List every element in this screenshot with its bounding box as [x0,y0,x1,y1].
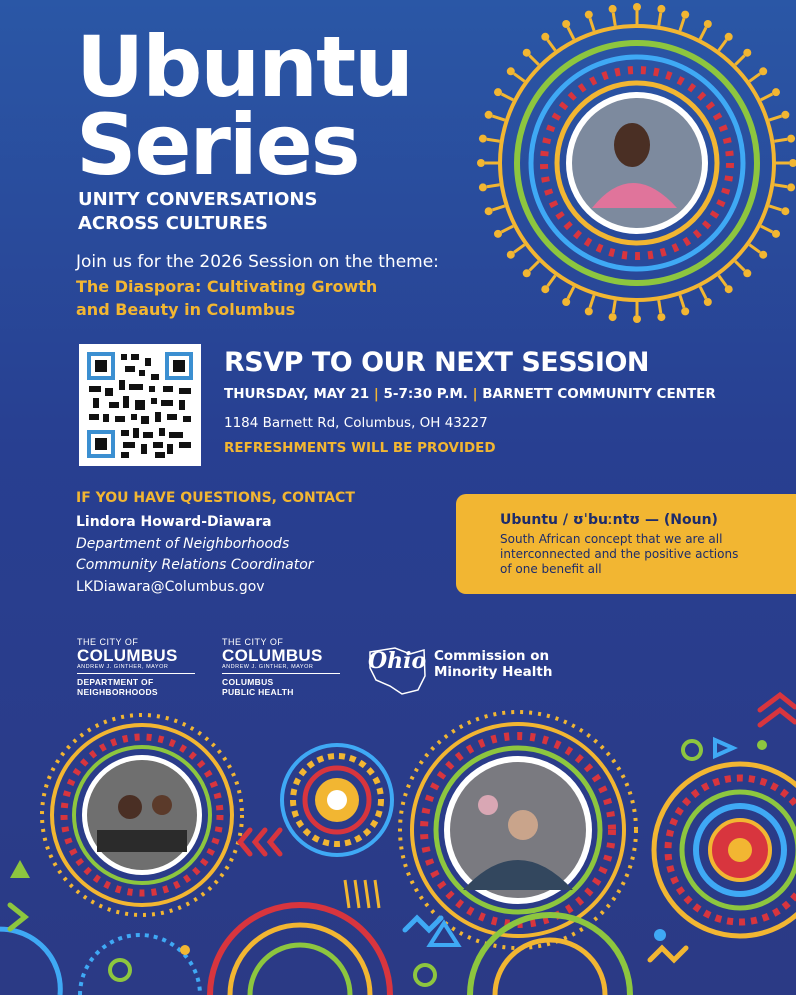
subtitle-line-1: UNITY CONVERSATIONS [78,189,318,210]
title-line-2: Series [76,96,359,194]
medallion-ray [680,295,684,307]
medallion-ray-dot [657,5,665,13]
middle-medallion [282,745,392,855]
medallion-ray-dot [479,135,487,143]
rsvp-heading: RSVP TO OUR NEXT SESSION [224,347,649,378]
qr-code-icon [79,344,201,466]
medallion-ray [719,40,727,51]
logo-divider [222,673,340,674]
bottom-left-medallion [42,715,242,915]
medallion-ray-dot [657,313,665,321]
medallion-ray-dot [704,298,712,306]
logo-dept-line-2: PUBLIC HEALTH [222,687,294,697]
medallion-ray-dot [562,298,570,306]
logo-divider [77,673,195,674]
medallion-ray-dot [759,251,767,259]
theme-line-1: The Diaspora: Cultivating Growth [76,277,378,296]
medallion-ray [735,261,744,270]
contact-department: Department of Neighborhoods [76,536,290,552]
logo-dept-line-2: NEIGHBORHOODS [77,687,158,697]
medallion-ray-dot [743,49,751,57]
ohio-script-logo: Ohio [368,648,427,674]
medallion-ray-dot [494,88,502,96]
logo-dept-line-1: DEPARTMENT OF [77,677,154,687]
medallion-ray [769,206,781,210]
medallion-ray-dot [477,159,485,167]
medallion-ray-dot [485,207,493,215]
medallion-ray-dot [789,159,796,167]
medallion-ray [487,139,500,141]
medallion-ray [761,94,773,100]
theme-line-2: and Beauty in Columbus [76,300,296,319]
medallion-ray [769,116,781,120]
medallion-ray [590,18,594,30]
medallion-ray-dot [633,315,641,323]
medallion-ray [761,226,773,232]
medallion-ray [700,28,706,40]
medallion-ray-dot [681,11,689,19]
rsvp-qr-code[interactable] [79,344,201,466]
medallion-ray [735,56,744,65]
medallion-ray-dot [725,33,733,41]
medallion-ray-dot [787,135,795,143]
medallion-ray [568,287,574,299]
separator: | [373,386,379,402]
medallion-ray [530,56,539,65]
medallion-ray [659,300,661,313]
medallion-ray [502,226,514,232]
medallion-ray [568,28,574,40]
medallion-ray-dot [725,285,733,293]
minority-health-commission-logo [434,648,552,680]
medallion-ray [680,18,684,30]
definition-text: South African concept that we are all interconnected and the positive actions of one benefit all [500,532,739,576]
contact-name: Lindora Howard-Diawara [76,514,272,530]
medallion-ray [492,116,504,120]
medallion-ray-dot [743,269,751,277]
subtitle [78,188,378,236]
medallion-ray [613,13,615,26]
separator: | [472,386,478,402]
event-location: BARNETT COMMUNITY CENTER [482,386,716,402]
top-medallion [477,3,796,323]
medallion-ray-dot [541,33,549,41]
medallion-ray-dot [507,251,515,259]
commission-line-1: Commission on [434,648,550,664]
subtitle-line-2: ACROSS CULTURES [78,213,269,234]
medallion-ray-dot [609,313,617,321]
session-theme [76,275,456,321]
medallion-ray [548,40,556,51]
medallion-ray [659,13,661,26]
logo-columbus: COLUMBUS [222,646,323,665]
medallion-ray [590,295,594,307]
refreshments-note: REFRESHMENTS WILL BE PROVIDED [224,440,496,456]
medallion-ray-dot [479,183,487,191]
medallion-ray-dot [787,183,795,191]
medallion-ray-dot [585,11,593,19]
medallion-ray-dot [585,307,593,315]
medallion-ray [530,261,539,270]
bottom-center-medallion [400,712,636,948]
medallion-ray-dot [562,20,570,28]
medallion-ray-dot [772,88,780,96]
medallion-ray [492,206,504,210]
event-datetime-location [224,386,716,402]
medallion-ray [774,185,787,187]
medallion-ray-dot [541,285,549,293]
medallion-ray-dot [759,67,767,75]
medallion-ray [502,94,514,100]
medallion-ray [719,275,727,286]
logo-mayor: ANDREW J. GINTHER, MAYOR [77,664,169,670]
bottom-right-medallion [654,764,796,936]
medallion-ray-dot [485,111,493,119]
event-time: 5-7:30 P.M. [383,386,468,402]
medallion-ray-dot [781,207,789,215]
city-columbus-neighborhoods-logo [77,637,195,697]
title-line-1: Ubuntu [76,18,412,116]
medallion-ray-dot [507,67,515,75]
city-columbus-public-health-logo [222,637,340,697]
bottom-arcs [0,905,630,995]
medallion-ray [749,245,760,253]
event-address: 1184 Barnett Rd, Columbus, OH 43227 [224,415,488,431]
medallion-ray [548,275,556,286]
medallion-ray [749,74,760,82]
medallion-ray [514,245,525,253]
medallion-ray [514,74,525,82]
logo-dept-line-1: COLUMBUS [222,677,274,687]
logo-columbus: COLUMBUS [77,646,178,665]
contact-role: Community Relations Coordinator [76,557,314,573]
contact-email-link[interactable]: LKDiawara@Columbus.gov [76,579,265,595]
logo-city-of: THE CITY OF [77,637,139,647]
medallion-ray-dot [681,307,689,315]
poster-title [76,18,412,194]
medallion-ray [700,287,706,299]
definition-term: Ubuntu / ʊˈbuːntʊ — (Noun) [500,512,718,528]
medallion-ray-dot [523,269,531,277]
event-date: THURSDAY, MAY 21 [224,386,370,402]
medallion-ray [613,300,615,313]
medallion-ray-dot [609,5,617,13]
commission-line-2: Minority Health [434,664,553,680]
medallion-ray-dot [633,3,641,11]
medallion-ray-dot [494,230,502,238]
medallion-ray-dot [523,49,531,57]
logo-city-of: THE CITY OF [222,637,284,647]
logo-mayor: ANDREW J. GINTHER, MAYOR [222,664,314,670]
medallion-ray-dot [704,20,712,28]
intro-text: Join us for the 2026 Session on the theme: [76,252,439,272]
definition-box [456,494,796,594]
medallion-ray-dot [781,111,789,119]
contact-heading: IF YOU HAVE QUESTIONS, CONTACT [76,490,355,506]
medallion-ray [487,185,500,187]
medallion-ray-dot [772,230,780,238]
medallion-ray [774,139,787,141]
